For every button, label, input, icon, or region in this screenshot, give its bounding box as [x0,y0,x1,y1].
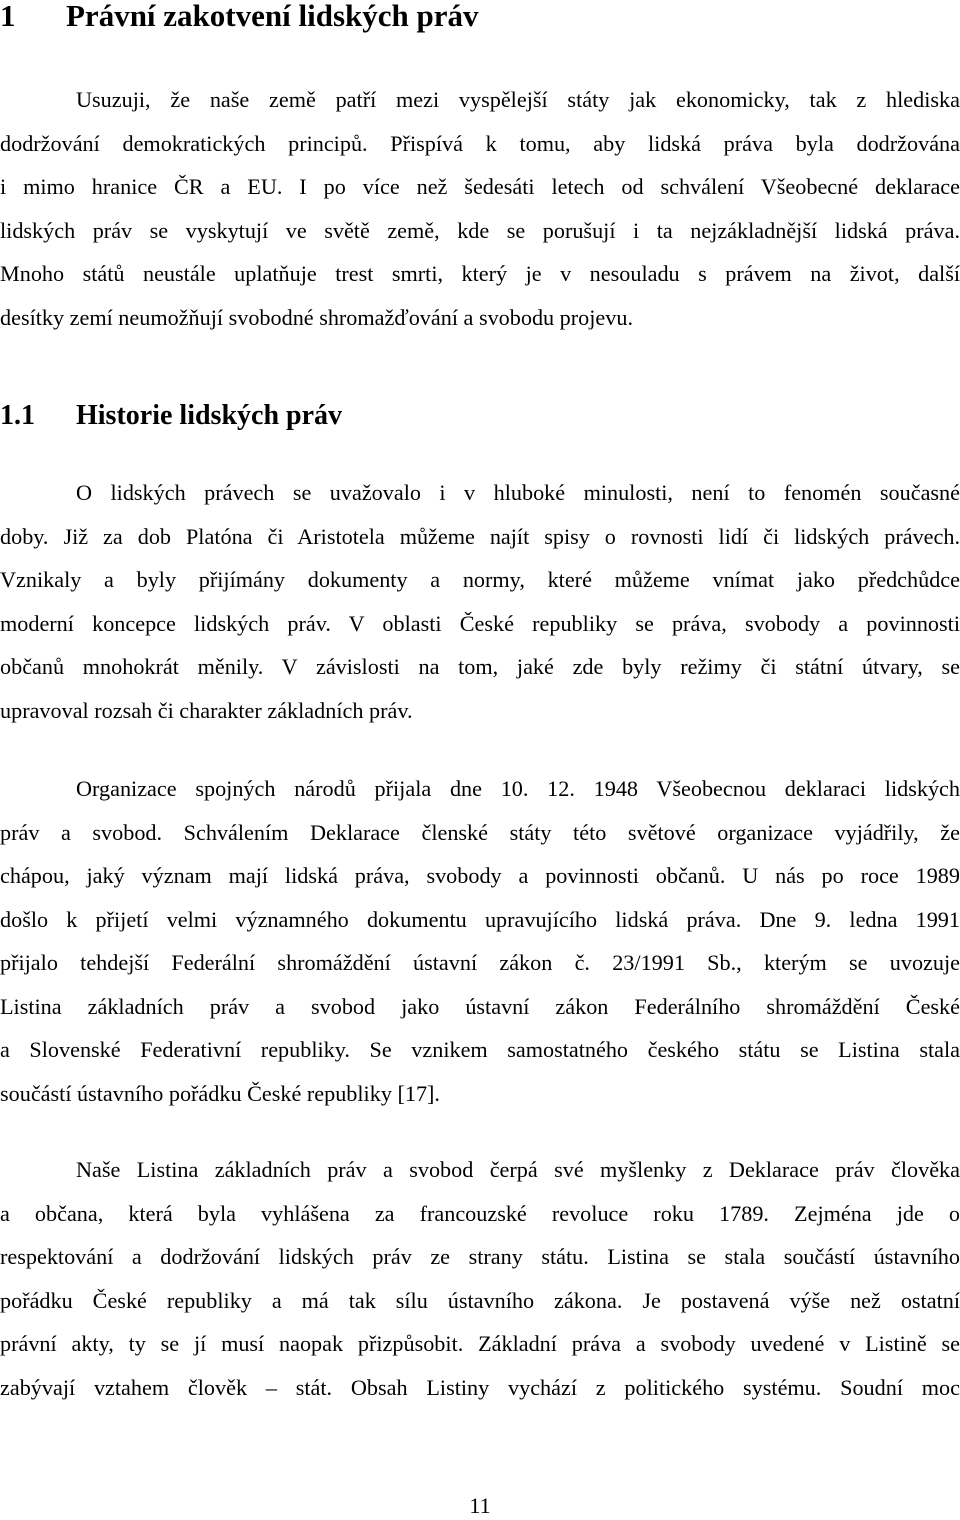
text-line: i mimo hranice ČR a EU. I po více než šedesáti letech od schválení Všeobecné deklarace [0,174,960,199]
history-paragraph-3 [0,1148,960,1409]
text-line: a Slovenské Federativní republiky. Se vznikem samostatného českého státu se Listina stala [0,1037,960,1062]
text-line: dodržování demokratických principů. Přispívá k tomu, aby lidská práva byla dodržována [0,130,960,156]
text-line: Vznikaly a byly přijímány dokumenty a normy, které můžeme vnímat jako předchůdce [0,567,960,592]
text-line: Naše Listina základních práv a svobod čerpá své myšlenky z Deklarace práv člověka [76,1157,960,1182]
text-line: Mnoho států neustále uplatňuje trest smrti, který je v nesouladu s právem na život, další [0,261,960,286]
text-line: moderní koncepce lidských práv. V oblasti České republiky se práva, svobody a povinnosti [0,610,960,636]
section-title: Historie lidských práv [76,400,343,431]
text-line: upravoval rozsah či charakter základních práv. [0,697,413,723]
intro-paragraph [0,78,960,339]
text-line: Listina základních práv a svobod jako ústavní zákon Federálního shromáždění České [0,993,960,1019]
text-line: právní akty, ty se jí musí naopak přizpůsobit. Základní práva a svobody uvedené v Listině se [0,1331,960,1356]
text-line: zabývají vztahem člověk – stát. Obsah Listiny vychází z politického systému. Soudní moc [0,1374,960,1400]
text-line: součástí ústavního pořádku České republiky [17]. [0,1080,440,1106]
text-line: doby. Již za dob Platóna či Aristotela můžeme najít spisy o rovnosti lidí či lidských právech. [0,523,960,549]
text-line: lidských práv se vyskytují ve světě země, kde se porušují i ta nejzákladnější lidská práva. [0,217,960,243]
text-line: Organizace spojných národů přijala dne 10. 12. 1948 Všeobecnou deklaraci lidských [76,776,960,801]
text-line: chápou, jaký význam mají lidská práva, svobody a povinnosti občanů. U nás po roce 1989 [0,863,960,888]
section-heading [0,398,342,434]
text-line: došlo k přijetí velmi významného dokumentu upravujícího lidská práva. Dne 9. ledna 1991 [0,906,960,932]
text-line: přijalo tehdejší Federální shromáždění ústavní zákon č. 23/1991 Sb., kterým se uvozuje [0,950,960,975]
section-number: 1.1 [0,400,35,431]
text-line: a občana, která byla vyhlášena za francouzské revoluce roku 1789. Zejména jde o [0,1200,960,1226]
text-line: Usuzuji, že naše země patří mezi vyspělejší státy jak ekonomicky, tak z hlediska [76,87,960,112]
text-line: pořádku České republiky a má tak sílu ústavního zákona. Je postavená výše než ostatní [0,1287,960,1313]
text-line: práv a svobod. Schválením Deklarace členské státy této světové organizace vyjádřily, že [0,819,960,845]
chapter-heading [0,0,479,36]
page-number: 11 [469,1493,491,1518]
text-line: desítky zemí neumožňují svobodné shromažďování a svobodu projevu. [0,304,634,330]
chapter-number: 1 [0,0,16,33]
text-line: občanů mnohokrát měnily. V závislosti na tom, jaké zde byly režimy či státní útvary, se [0,654,960,679]
chapter-title: Právní zakotvení lidských práv [66,0,479,33]
text-line: O lidských právech se uvažovalo i v hluboké minulosti, není to fenomén současné [76,480,960,505]
text-line: respektování a dodržování lidských práv ze strany státu. Listina se stala součástí ústavního [0,1244,960,1269]
history-paragraph-2 [0,767,960,1115]
history-paragraph-1 [0,471,960,732]
